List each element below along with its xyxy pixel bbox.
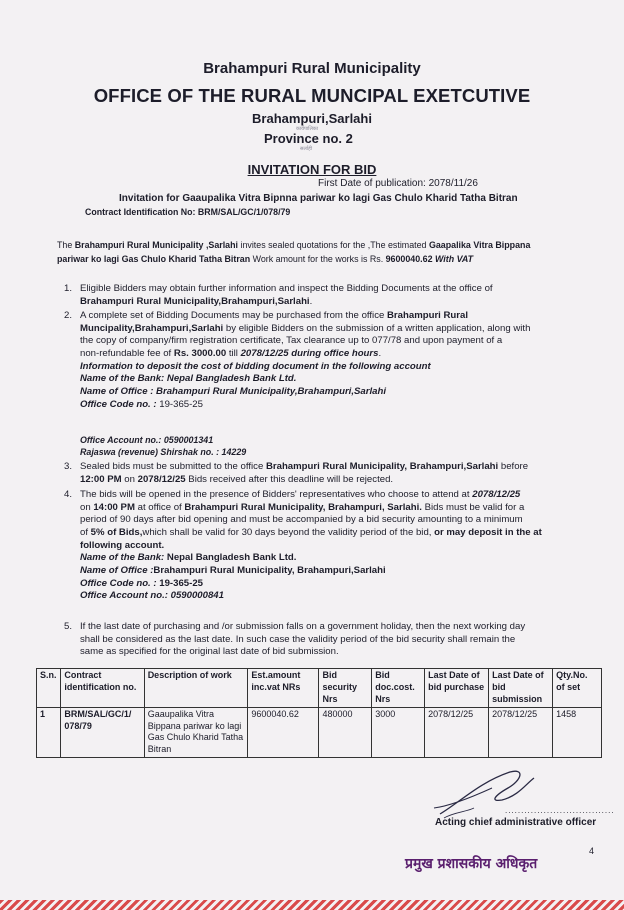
clause-text: Brahampuri Rural Municipality, Brahampuri,Sarlahi	[153, 564, 386, 576]
clause-text: by eligible Bidders on the submission of a written application, along with	[223, 322, 531, 334]
clause-text: 2078/12/25	[137, 473, 186, 485]
intro-text: pariwar ko lagi Gas Chulo Kharid Tatha Bitran	[57, 253, 251, 264]
decorative-border	[0, 900, 624, 910]
office-title: OFFICE OF THE RURAL MUNCIPAL EXETCUTIVE	[93, 85, 531, 106]
clause-line	[80, 489, 596, 502]
table-cell: 480000	[319, 707, 372, 758]
clause-text: shall be considered as the last date. In such case the validity period of the bid security shall remain the	[80, 633, 516, 645]
table-cell: 9600040.62	[248, 707, 319, 758]
clause-text: Information to deposit the cost of bidding document in the following account	[80, 360, 431, 372]
clause-line	[80, 590, 596, 603]
clause-line	[80, 646, 596, 659]
clause-line	[80, 348, 596, 361]
clause-line	[80, 361, 596, 374]
clause-text: Name of the Bank:	[80, 552, 165, 564]
clause-text: till	[226, 347, 241, 359]
signatory-title: Acting chief administrative officer	[435, 817, 597, 828]
clause-text: Office Account no.: 0590001341	[80, 435, 214, 445]
table-header-cell: S.n.	[37, 669, 61, 708]
clause-text: The bids will be opened in the presence of Bidders' representatives who choose to attend at	[80, 489, 473, 500]
contract-line	[85, 207, 290, 219]
clause-5	[64, 621, 596, 659]
clause-line	[80, 527, 596, 540]
table-header-row	[37, 669, 602, 708]
table-cell: Gaaupalika Vitra Bippana pariwar ko lagi Gas Chulo Kharid Tatha Bitran	[144, 707, 248, 758]
clause-text: 2078/12/25 during office hours	[240, 347, 379, 359]
clause-text: Eligible Bidders may obtain further information and inspect the Bidding Documents at the office of	[80, 283, 493, 294]
clause-text: the copy of company/firm registration certificate, Tax clearance up to 077/78 and upon payment of a	[80, 335, 503, 347]
publication-label: First Date of publication:	[318, 178, 426, 189]
clause-line	[80, 502, 596, 515]
clause-text: Office Code no. :	[80, 398, 157, 410]
clause-text: of	[80, 526, 91, 538]
contract-number: BRM/SAL/GC/1/078/79	[197, 207, 291, 217]
municipality-name: Brahampuri Rural Municipality	[203, 60, 421, 77]
clause-text: Office Account no.: 0590000841	[80, 590, 224, 602]
clause-2-account	[80, 435, 596, 459]
clause-text: period of 90 days after bid opening and must be accompanied by a bid security amounting to a minimum	[80, 514, 523, 526]
clause-line	[80, 399, 596, 412]
clause-line	[80, 323, 596, 336]
table-header-cell: Last Date of bid purchase	[425, 669, 489, 708]
clause-text: on	[121, 473, 138, 485]
clause-text: Office Code no. :	[80, 577, 157, 589]
clause-text: Brahampuri Rural Municipality,Brahampuri,Sarlahi	[80, 295, 310, 307]
table-row	[37, 707, 602, 758]
clause-text: .	[378, 347, 382, 359]
clause-text: at office of	[134, 501, 185, 513]
stamp-text-small-2: सर्लाही	[300, 146, 313, 152]
intro-line	[57, 239, 602, 253]
intro-text: 9600040.62	[385, 253, 433, 264]
signature-dotted-line: ..................................	[505, 806, 615, 815]
clause-text: Brahampuri Rural Municipality, Brahampuri,Sarlahi	[265, 461, 499, 472]
clause-line	[80, 634, 596, 647]
publication-date: 2078/11/26	[428, 178, 478, 189]
clause-line	[80, 435, 596, 447]
clause-text: 19-365-25	[159, 577, 203, 589]
clause-line	[80, 283, 596, 296]
clause-text: Sealed bids must be submitted to the office	[80, 461, 266, 472]
notice-subject: Invitation for Gaaupalika Vitra Bipnna pariwar ko lagi Gas Chulo Kharid Tatha Bitran	[119, 193, 518, 204]
table-header-cell: Qty.No. of set	[553, 669, 602, 708]
clause-text: .	[309, 295, 313, 307]
clause-text: Brahampuri Rural Municipality, Brahampuri, Sarlahi.	[184, 501, 422, 513]
clause-number: 3.	[64, 461, 73, 472]
intro-text: The	[57, 240, 75, 250]
devanagari-stamp: प्रमुख प्रशासकीय अधिकृत	[405, 856, 538, 872]
intro-text: Gaapalika Vitra Bippana	[428, 240, 531, 250]
clause-line	[80, 296, 596, 309]
clause-text: 5% of Bids,	[90, 526, 143, 538]
clause-text: Brahampuri Rural	[387, 310, 469, 321]
clause-text: on	[80, 501, 94, 513]
clause-text: Name of Office : Brahampuri Rural Municipality,Brahampuri,Sarlahi	[80, 385, 387, 397]
table-cell: 2078/12/25	[425, 707, 489, 758]
clause-number: 4.	[64, 489, 73, 500]
clause-line	[80, 565, 596, 578]
clause-line	[80, 461, 596, 474]
table-header-cell: Last Date of bid submission	[489, 669, 553, 708]
clause-line	[80, 540, 596, 553]
clause-text: A complete set of Bidding Documents may be purchased from the office	[80, 310, 387, 321]
clause-line	[80, 386, 596, 399]
clause-text: Name of Office :	[80, 564, 154, 576]
clause-line	[80, 447, 596, 459]
clause-4	[64, 489, 596, 603]
clause-3	[64, 461, 596, 486]
intro-paragraph	[57, 239, 602, 267]
clause-line	[80, 552, 596, 565]
intro-text: Brahampuri Rural Municipality ,Sarlahi	[74, 240, 239, 250]
table-cell: BRM/SAL/GC/1/ 078/79	[61, 707, 144, 758]
intro-text: Work amount for the works is Rs.	[250, 253, 386, 264]
clause-text: 19-365-25	[156, 398, 203, 410]
table-cell: 1458	[553, 707, 602, 758]
clause-text: Rs. 3000.00	[173, 347, 227, 359]
contract-label: Contract Identification No:	[85, 207, 196, 217]
clause-text: Nepal Bangladesh Bank Ltd.	[166, 552, 297, 564]
office-location: Brahampuri,Sarlahi	[252, 111, 372, 126]
publication-line	[318, 177, 478, 190]
clause-line	[80, 373, 596, 386]
table-header-cell: Est.amount inc.vat NRs	[248, 669, 319, 708]
intro-text: invites sealed quotations for the ,The estimated	[238, 240, 429, 250]
clause-text: Name of the Bank: Nepal Bangladesh Bank Ltd.	[80, 373, 297, 385]
clause-number: 2.	[64, 310, 73, 321]
clause-text: non-refundable fee of	[80, 347, 174, 359]
clause-line	[80, 621, 596, 634]
table-header-cell: Description of work	[144, 669, 248, 708]
table-header-cell: Bid security Nrs	[319, 669, 372, 708]
clause-line	[80, 474, 596, 487]
clause-text: If the last date of purchasing and /or submission falls on a government holiday, then the next working day	[80, 621, 526, 632]
clause-text: same as specified for the original last date of bid submission.	[80, 646, 339, 658]
bid-table	[36, 668, 602, 758]
clause-text: before	[498, 461, 529, 472]
table-header-cell: Bid doc.cost. Nrs	[372, 669, 425, 708]
clause-line	[80, 335, 596, 348]
clause-text: 12:00 PM	[80, 473, 122, 485]
clause-2	[64, 310, 596, 411]
province-number: Province no. 2	[264, 131, 353, 146]
table-cell: 3000	[372, 707, 425, 758]
clause-text: which shall be valid for 30 days beyond the validity period of the bid,	[142, 526, 435, 538]
intro-text: With VAT	[434, 253, 474, 264]
clause-text: 14:00 PM	[93, 501, 135, 513]
clause-text: Rajaswa (revenue) Shirshak no. : 14229	[80, 446, 247, 457]
table-cell: 1	[37, 707, 61, 758]
clause-number: 5.	[64, 621, 73, 632]
clause-text: following account.	[80, 539, 165, 551]
notice-title: INVITATION FOR BID	[247, 162, 377, 177]
clause-1	[64, 283, 596, 308]
stamp-text-small: कार्यपालिका	[296, 126, 318, 132]
clause-line	[80, 310, 596, 323]
clause-line	[80, 578, 596, 591]
clause-number: 1.	[64, 283, 73, 294]
table-cell: 2078/12/25	[489, 707, 553, 758]
clause-text: Bids must be valid for a	[421, 501, 525, 513]
clause-line	[80, 514, 596, 527]
table-header-cell: Contract identification no.	[61, 669, 144, 708]
clause-text: Bids received after this deadline will be rejected.	[185, 473, 394, 485]
clause-text: or may deposit in the at	[434, 526, 542, 538]
clause-text: Muncipality,Brahampuri,Sarlahi	[80, 322, 224, 334]
page-number: 4	[589, 846, 595, 856]
clause-text: 2078/12/25	[472, 489, 521, 500]
intro-line	[57, 253, 602, 267]
